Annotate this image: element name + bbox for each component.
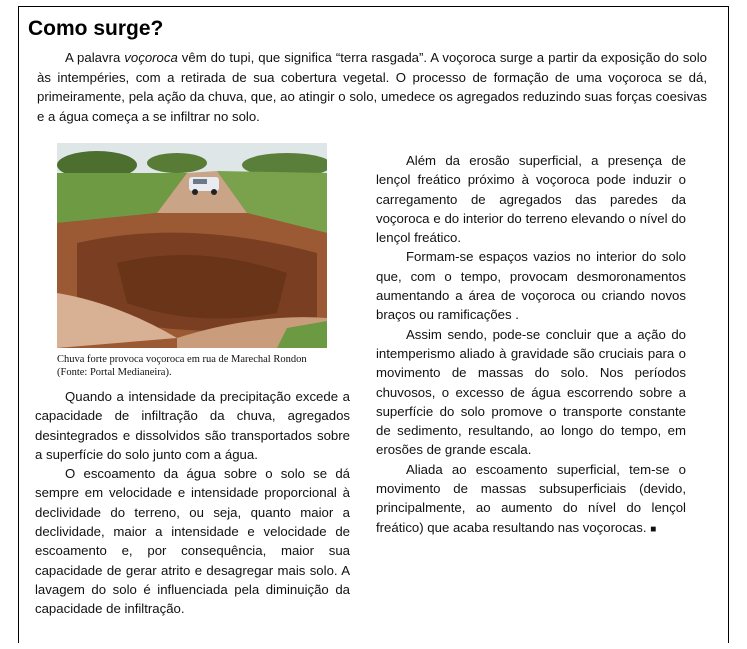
end-of-article-mark: ■ [650,523,657,535]
right-paragraph-4 [376,460,686,539]
intro-text-rest: vêm do tupi, que significa “terra rasgada”. A voçoroca surge a partir da exposição do solo às intempéries, com a retirada de sua cobertura vegetal. O processo de formação de uma voçoroca se dá, primeiramente, pela ação da chuva, que, ao atingir o solo, umedece os agregados reduzindo suas forças coesivas e a água começa a se infiltrar no solo. [37,50,708,124]
right-column [376,151,686,539]
right-paragraph-3: Assim sendo, pode-se concluir que a ação do intemperismo aliado à gravidade são cruciais para o movimento de massas do solo. Nos períodos chuvosos, o excesso de água escorrendo sobre a superfície do solo promove o transporte constante de sedimento, resultando, ao longo do tempo, em erosões de grande escala. [376,326,686,458]
figure [57,143,332,379]
intro-paragraph [37,48,707,126]
left-paragraph-2: O escoamento da água sobre o solo se dá sempre em velocidade e intensidade proporcional à declividade do terreno, ou seja, quanto maior a declividade, maior a intensidade e velocidade de escoamento e, por consequência, maior sua capacidade de gerar atrito e desagregar mais solo. A lavagem do solo é influenciada pela diminuição da capacidade de infiltração. [35,466,350,617]
right-paragraph-1: Além da erosão superficial, a presença de lençol freático próximo à voçoroca pode induzir o carregamento de agregados das paredes da voçoroca e do interior do terreno elevando o nível do lençol freático. [376,153,686,246]
right-paragraph-2: Formam-se espaços vazios no interior do solo que, com o tempo, provocam desmoronamentos aumentando a área de voçoroca ou criando novos braços ou ramificações . [376,249,686,323]
gully-photo-illustration [57,143,327,348]
right-paragraph-4-text: Aliada ao escoamento superficial, tem-se o movimento de massas subsuperficiais (devido, principalmente, ao aumento do nível do lençol freático) que acaba resultando nas voçorocas. [376,461,686,535]
left-paragraph-1: Quando a intensidade da precipitação excede a capacidade de infiltração da chuva, agregados desintegrados e dissolvidos são transportados sobre a superfície do solo junto com a água. [35,389,350,462]
intro-italic-word: voçoroca [124,50,178,65]
left-column [35,387,350,619]
intro-text-start: A palavra [65,50,125,65]
figure-caption: Chuva forte provoca voçoroca em rua de Marechal Rondon (Fonte: Portal Medianeira). [57,354,307,378]
section-title: Como surge? [28,17,164,40]
gully-photo [57,143,327,348]
document-page [18,6,729,643]
